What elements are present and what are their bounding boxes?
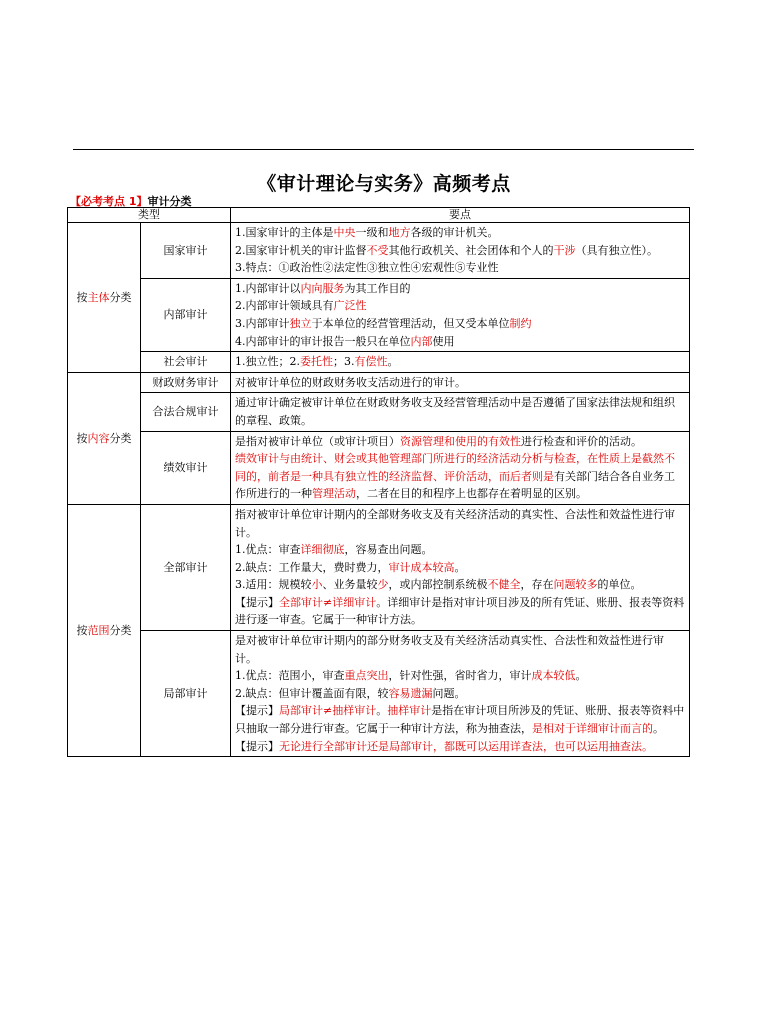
table-row [68,372,690,393]
point-line [235,374,685,392]
text-segment: 。 [653,722,664,736]
highlight-text: 委托性 [300,355,333,369]
text-segment: ；3. [333,355,355,369]
type-cell: 国家审计 [141,223,231,279]
highlight-text: 管理活动 [312,487,356,501]
highlight-text: 容易遗漏 [388,686,433,700]
highlight-text: 是相对于详细审计而言的 [532,722,653,736]
point-line [235,632,685,667]
highlight-text: 资源管理和使用的有效性 [400,434,521,448]
text-segment: ，二者在目的和程序上也都存在着明显的区别。 [356,487,587,501]
text-segment: 【提示】 [235,739,279,753]
point-line [235,594,685,629]
points-cell [231,223,690,279]
text-segment: 1.内部审计以 [235,281,301,295]
text-segment: 一级和 [355,226,389,239]
point-line [235,667,685,685]
text-segment: 2.缺点：工作量大，费时费力， [235,560,389,574]
highlight-text: 范围 [87,623,110,637]
point-line [235,394,685,429]
table-body [68,223,690,757]
text-segment: 3.特点：①政治性②法定性③独立性④宏观性⑤专业性 [235,261,499,275]
highlight-text: 全部审计≠详细审计 [279,595,377,609]
highlight-text: 地方 [388,226,411,239]
highlight-text: 不受 [366,243,389,257]
section-tag: 【必考考点 1】 [70,195,148,208]
header-type: 类型 [68,208,231,223]
highlight-text: 绩效审计与由统计、财会或其他管理部门所进行的经济活动分析与检查，在性质上是截然不同的，前者是一种具有独立性的经济监督、评价活动，而后者则是 [235,452,675,483]
text-segment: 是指对被审计单位（或审计项目） [235,434,400,448]
highlight-text: 制约 [509,316,532,330]
text-segment: 按 [76,290,88,304]
point-line [235,315,685,333]
highlight-text: 问题较多 [553,578,598,592]
text-segment: 1.国家审计的主体是 [235,226,334,239]
highlight-text: 小 [311,578,323,592]
highlight-text: 重点突出 [344,669,389,683]
section-title: 审计分类 [147,195,192,208]
type-cell: 财政财务审计 [141,372,231,393]
highlight-text: 内向服务 [300,281,345,295]
point-line [235,559,685,577]
table-row [68,352,690,373]
highlight-text: 少 [377,578,389,592]
text-segment: 按 [76,431,88,445]
table-row [68,223,690,279]
text-segment: 2.国家审计机关的审计监督 [235,243,367,257]
text-segment: （具有独立性）。 [575,243,658,257]
text-segment: 1.优点：审查 [235,543,301,557]
point-line [235,685,685,703]
text-segment: 使用 [432,334,455,348]
highlight-text: 无论进行全部审计还是局部审计，都既可以运用详查法，也可以运用抽查法。 [279,739,653,753]
highlight-text: 干涉 [553,243,576,257]
text-segment: 分类 [109,623,132,637]
text-segment: 的单位。 [597,578,642,592]
text-segment: 指对被审计单位审计期内的全部财务收支及有关经济活动的真实性、合法性和效益性进行审计。 [235,507,675,539]
text-segment: ，容易查出问题。 [344,543,433,557]
highlight-text: 不健全 [487,578,521,592]
text-segment: 为其工作目的 [344,281,411,295]
text-segment: 。 [376,704,388,718]
text-segment: 。 [387,355,399,369]
point-line [235,576,685,594]
text-segment: 【提示】 [235,595,279,609]
table-row [68,393,690,431]
highlight-text: 内容 [87,431,110,445]
text-segment: 。 [575,669,587,683]
category-cell [68,372,141,504]
highlight-text: 抽样审计 [387,704,432,718]
text-segment: 进行检查和评价的活动。 [521,434,642,448]
table-row [68,278,690,351]
highlight-text: 成本较低 [531,669,576,683]
point-line [235,450,685,503]
text-segment: 3.适用：规模较 [235,578,312,592]
text-segment: 3.内部审计 [235,316,290,330]
text-segment: ，针对性强，省时省力，审计 [388,669,532,683]
audit-classification-table [67,207,690,757]
table-row [68,504,690,630]
point-line [235,506,685,541]
text-segment: 1.独立性；2. [235,355,300,369]
text-segment: 问题。 [432,686,466,700]
text-segment: 、业务量较 [322,578,378,592]
point-line [235,433,685,451]
category-cell [68,223,141,373]
type-cell: 全部审计 [141,504,231,630]
highlight-text: 主体 [87,290,110,304]
point-line [235,280,685,298]
type-cell: 内部审计 [141,278,231,351]
points-cell [231,352,690,373]
header-rule [73,149,694,150]
points-cell [231,631,690,757]
highlight-text: 独立 [289,316,312,330]
point-line [235,224,685,242]
points-cell [231,372,690,393]
table-row [68,431,690,504]
point-line [235,242,685,260]
text-segment: 对被审计单位的财政财务收支活动进行的审计。 [235,375,466,389]
text-segment: 【提示】 [235,704,279,718]
highlight-text: 审计成本较高 [388,560,455,574]
points-cell [231,504,690,630]
document-title: 《审计理论与实务》高频考点 [257,173,511,195]
table-row [68,631,690,757]
text-segment: ，或内部控制系统极 [388,578,488,592]
highlight-text: 有偿性 [354,355,388,369]
type-cell: 局部审计 [141,631,231,757]
point-line [235,541,685,559]
text-segment: 按 [76,623,88,637]
text-segment: 于本单位的经营管理活动，但又受本单位 [311,316,510,330]
text-segment: 。 [454,560,466,574]
text-segment: 2.缺点：但审计覆盖面有限，较 [235,686,389,700]
point-line [235,259,685,277]
highlight-text: 中央 [333,226,356,239]
points-cell [231,278,690,351]
highlight-text: 局部审计≠抽样审计 [279,704,377,718]
type-cell: 绩效审计 [141,431,231,504]
text-segment: 各级的审计机关。 [410,226,499,239]
text-segment: 通过审计确定被审计单位在财政财务收支及经营管理活动中是否遵循了国家法律法规和组织的章程、政策。 [235,396,675,427]
type-cell: 合法合规审计 [141,393,231,431]
point-line [235,738,685,756]
category-cell [68,504,141,756]
text-segment: 分类 [109,290,132,304]
point-line [235,702,685,737]
table-header-row [68,208,690,223]
text-segment: 是对被审计单位审计期内的部分财务收支及有关经济活动真实性、合法性和效益性进行审计。 [235,634,664,665]
points-cell [231,393,690,431]
highlight-text: 详细彻底 [300,543,345,557]
point-line [235,333,685,351]
text-segment: 是指在审计项目所涉及的凭证、账册、报表等资料中只抽取一部分进行审查。它属于一种审计方法，称为抽查法， [235,704,685,736]
text-segment: 2.内部审计领域具有 [235,299,334,313]
text-segment: 分类 [109,431,132,445]
text-segment: 有关部门结合各自业务工作所进行的一种 [235,469,675,501]
point-line [235,353,685,371]
highlight-text: 广泛性 [333,299,367,313]
text-segment: 。详细审计是指对审计项目涉及的所有凭证、账册、报表等资料进行逐一审查。它属于一种审计方法。 [235,595,685,627]
text-segment: 1.优点：范围小，审查 [235,669,345,683]
points-cell [231,431,690,504]
text-segment: 4.内部审计的审计报告一般只在单位 [235,334,411,348]
highlight-text: 内部 [410,334,433,348]
text-segment: 其他行政机关、社会团体和个人的 [388,243,554,257]
point-line [235,297,685,315]
header-points: 要点 [231,208,690,223]
text-segment: ，存在 [520,578,554,592]
type-cell: 社会审计 [141,352,231,373]
